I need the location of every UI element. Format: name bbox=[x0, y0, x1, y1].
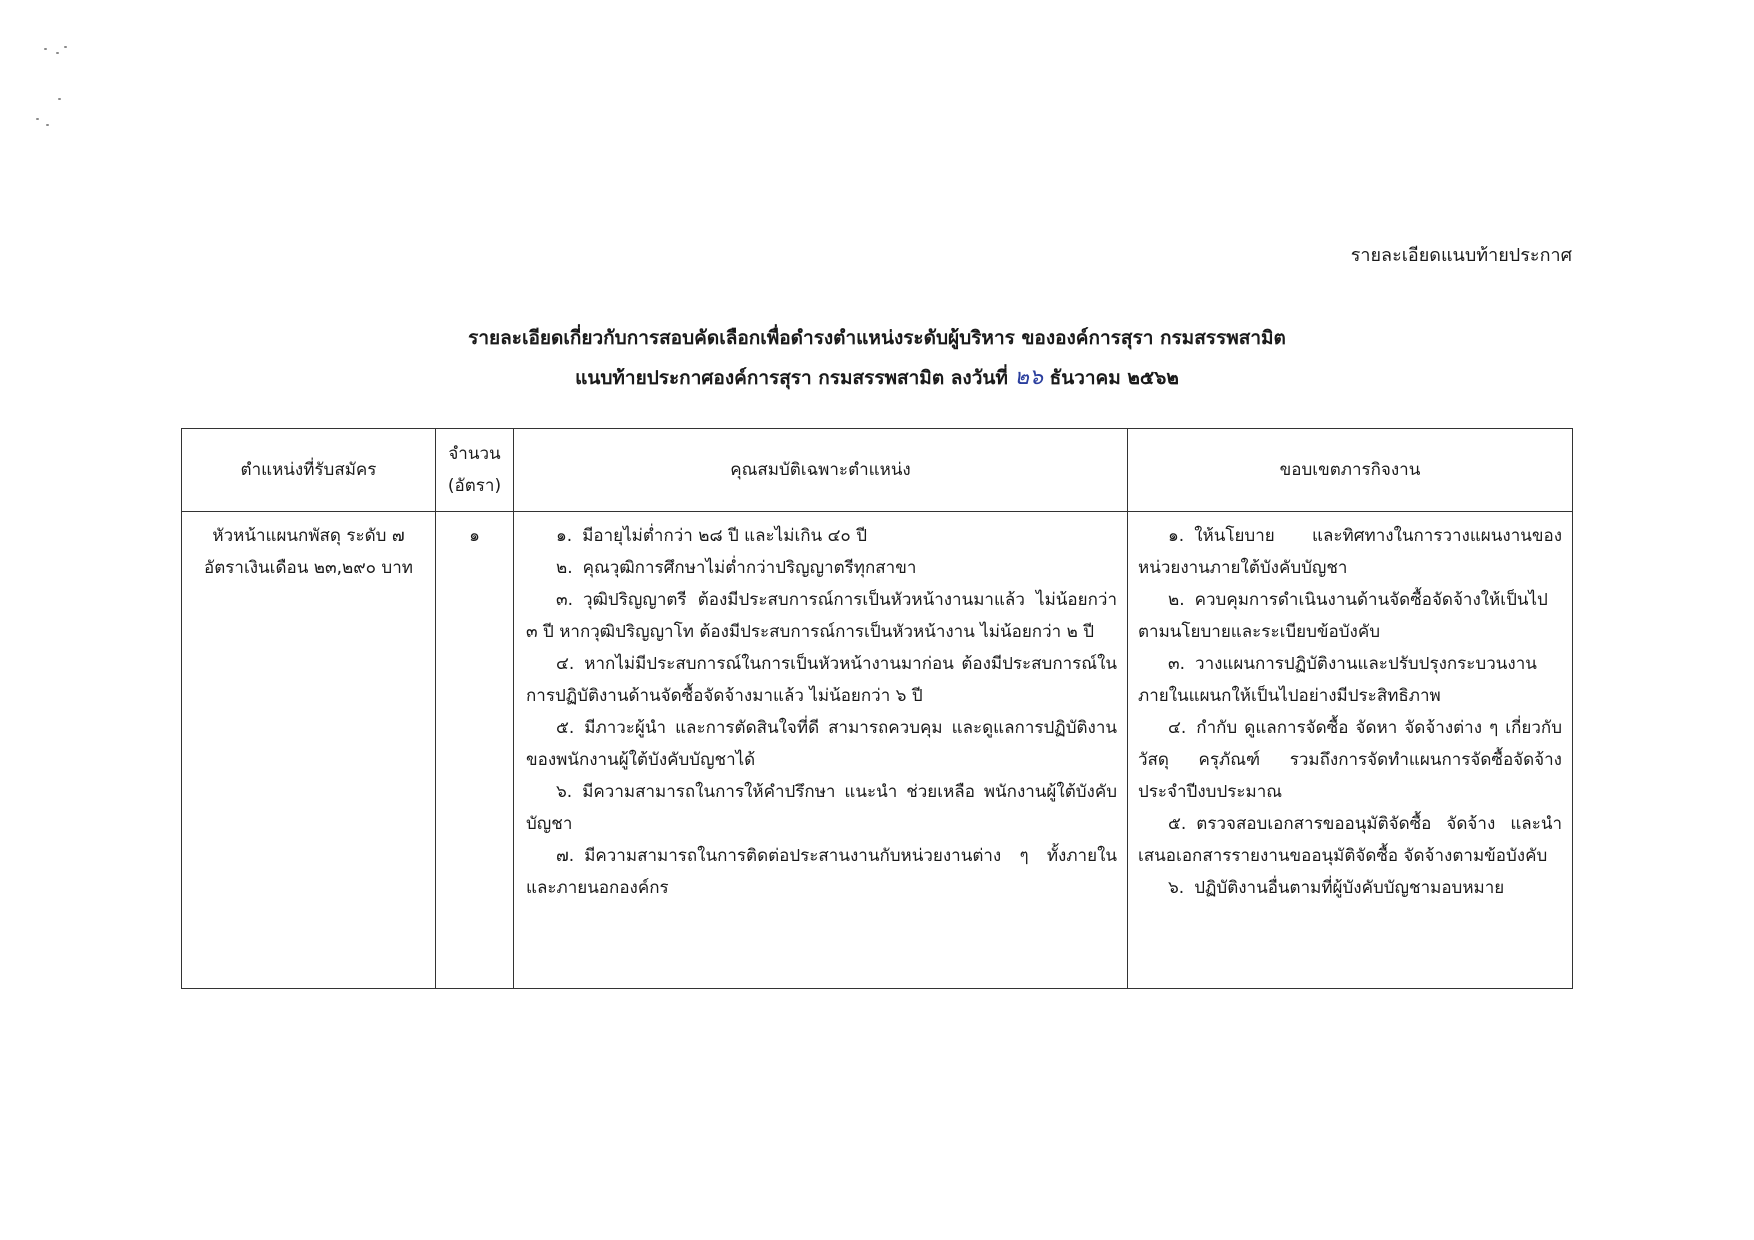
handwritten-day: ๒๖ bbox=[1014, 365, 1043, 390]
item-number: ๒. bbox=[556, 558, 573, 578]
item-text: วางแผนการปฏิบัติงานและปรับปรุงกระบวนงานภายในแผนกให้เป็นไปอย่างมีประสิทธิภาพ bbox=[1138, 654, 1537, 706]
item-number: ๕. bbox=[1168, 814, 1187, 834]
title-line-2 bbox=[0, 358, 1754, 398]
list-item bbox=[526, 840, 1117, 904]
item-text: คุณวุฒิการศึกษาไม่ต่ำกว่าปริญญาตรีทุกสาขา bbox=[582, 558, 917, 578]
list-item bbox=[1138, 648, 1562, 712]
scope-cell bbox=[1128, 512, 1573, 989]
header-count bbox=[436, 429, 514, 512]
list-item bbox=[526, 712, 1117, 776]
qualifications-cell bbox=[514, 512, 1128, 989]
item-text: วุฒิปริญญาตรี ต้องมีประสบการณ์การเป็นหัวหน้างานมาแล้ว ไม่น้อยกว่า ๓ ปี หากวุฒิปริญญาโท ต้องมีประสบการณ์การเป็นหัวหน้างาน ไม่น้อยกว่า ๒ ปี bbox=[526, 590, 1117, 642]
item-text: ปฏิบัติงานอื่นตามที่ผู้บังคับบัญชามอบหมาย bbox=[1194, 878, 1505, 898]
item-number: ๖. bbox=[556, 782, 573, 802]
header-position: ตำแหน่งที่รับสมัคร bbox=[182, 429, 436, 512]
item-text: มีความสามารถในการติดต่อประสานงานกับหน่วยงานต่าง ๆ ทั้งภายในและภายนอกองค์กร bbox=[526, 846, 1117, 898]
scan-speck bbox=[56, 52, 59, 54]
list-item bbox=[1138, 808, 1562, 872]
header-count-line1: จำนวน bbox=[448, 444, 501, 464]
count-cell: ๑ bbox=[436, 512, 514, 989]
list-item bbox=[1138, 520, 1562, 584]
list-item bbox=[1138, 584, 1562, 648]
table-row bbox=[182, 512, 1573, 989]
item-text: ควบคุมการดำเนินงานด้านจัดซื้อจัดจ้างให้เป็นไปตามนโยบายและระเบียบข้อบังคับ bbox=[1138, 590, 1548, 642]
item-number: ๓. bbox=[556, 590, 574, 610]
list-item bbox=[526, 648, 1117, 712]
header-count-line2: (อัตรา) bbox=[447, 476, 502, 496]
document-title bbox=[0, 318, 1754, 398]
item-number: ๕. bbox=[556, 718, 575, 738]
scan-speck bbox=[46, 124, 49, 126]
item-text: ตรวจสอบเอกสารขออนุมัติจัดซื้อ จัดจ้าง และนำเสนอเอกสารรายงานขออนุมัติจัดซื้อ จัดจ้างตามข้อบังคับ bbox=[1138, 814, 1562, 866]
list-item bbox=[526, 584, 1117, 648]
list-item bbox=[526, 552, 1117, 584]
list-item bbox=[1138, 712, 1562, 808]
item-number: ๔. bbox=[556, 654, 575, 674]
list-item bbox=[526, 776, 1117, 840]
item-number: ๖. bbox=[1168, 878, 1185, 898]
item-number: ๑. bbox=[1168, 526, 1185, 546]
item-text: กำกับ ดูแลการจัดซื้อ จัดหา จัดจ้างต่าง ๆ เกี่ยวกับวัสดุ ครุภัณฑ์ รวมถึงการจัดทำแผนการจัดซื้อจัดจ้างประจำปีงบประมาณ bbox=[1138, 718, 1562, 802]
title-line-1: รายละเอียดเกี่ยวกับการสอบคัดเลือกเพื่อดำรงตำแหน่งระดับผู้บริหาร ขององค์การสุรา กรมสรรพสามิต bbox=[468, 327, 1286, 349]
header-scope: ขอบเขตภารกิจงาน bbox=[1128, 429, 1573, 512]
list-item bbox=[526, 520, 1117, 552]
item-text: หากไม่มีประสบการณ์ในการเป็นหัวหน้างานมาก่อน ต้องมีประสบการณ์ในการปฏิบัติงานด้านจัดซื้อจัดจ้างมาแล้ว ไม่น้อยกว่า ๖ ปี bbox=[526, 654, 1117, 706]
scan-speck bbox=[44, 48, 47, 50]
item-text: มีความสามารถในการให้คำปรึกษา แนะนำ ช่วยเหลือ พนักงานผู้ใต้บังคับบัญชา bbox=[526, 782, 1117, 834]
scan-speck bbox=[36, 118, 39, 120]
item-number: ๓. bbox=[1168, 654, 1186, 674]
position-title: หัวหน้าแผนกพัสดุ ระดับ ๗ bbox=[212, 526, 405, 546]
scan-speck bbox=[64, 46, 67, 48]
title-line-2-prefix: แนบท้ายประกาศองค์การสุรา กรมสรรพสามิต ลงวันที่ bbox=[575, 367, 1008, 389]
header-qualifications: คุณสมบัติเฉพาะตำแหน่ง bbox=[514, 429, 1128, 512]
scan-speck bbox=[58, 98, 61, 100]
item-text: มีภาวะผู้นำ และการตัดสินใจที่ดี สามารถควบคุม และดูแลการปฏิบัติงานของพนักงานผู้ใต้บังคับบัญชาได้ bbox=[526, 718, 1117, 770]
item-number: ๒. bbox=[1168, 590, 1185, 610]
item-text: มีอายุไม่ต่ำกว่า ๒๘ ปี และไม่เกิน ๔๐ ปี bbox=[582, 526, 868, 546]
attachment-label: รายละเอียดแนบท้ายประกาศ bbox=[1350, 245, 1572, 266]
position-salary: อัตราเงินเดือน ๒๓,๒๙๐ บาท bbox=[204, 558, 413, 578]
item-number: ๔. bbox=[1168, 718, 1187, 738]
item-text: ให้นโยบาย และทิศทางในการวางแผนงานของหน่วยงานภายใต้บังคับบัญชา bbox=[1138, 526, 1562, 578]
position-cell bbox=[182, 512, 436, 989]
item-number: ๑. bbox=[556, 526, 573, 546]
details-table bbox=[181, 428, 1573, 989]
item-number: ๗. bbox=[556, 846, 575, 866]
table-header-row bbox=[182, 429, 1573, 512]
title-line-2-suffix: ธันวาคม ๒๕๖๒ bbox=[1049, 367, 1179, 389]
list-item bbox=[1138, 872, 1562, 904]
